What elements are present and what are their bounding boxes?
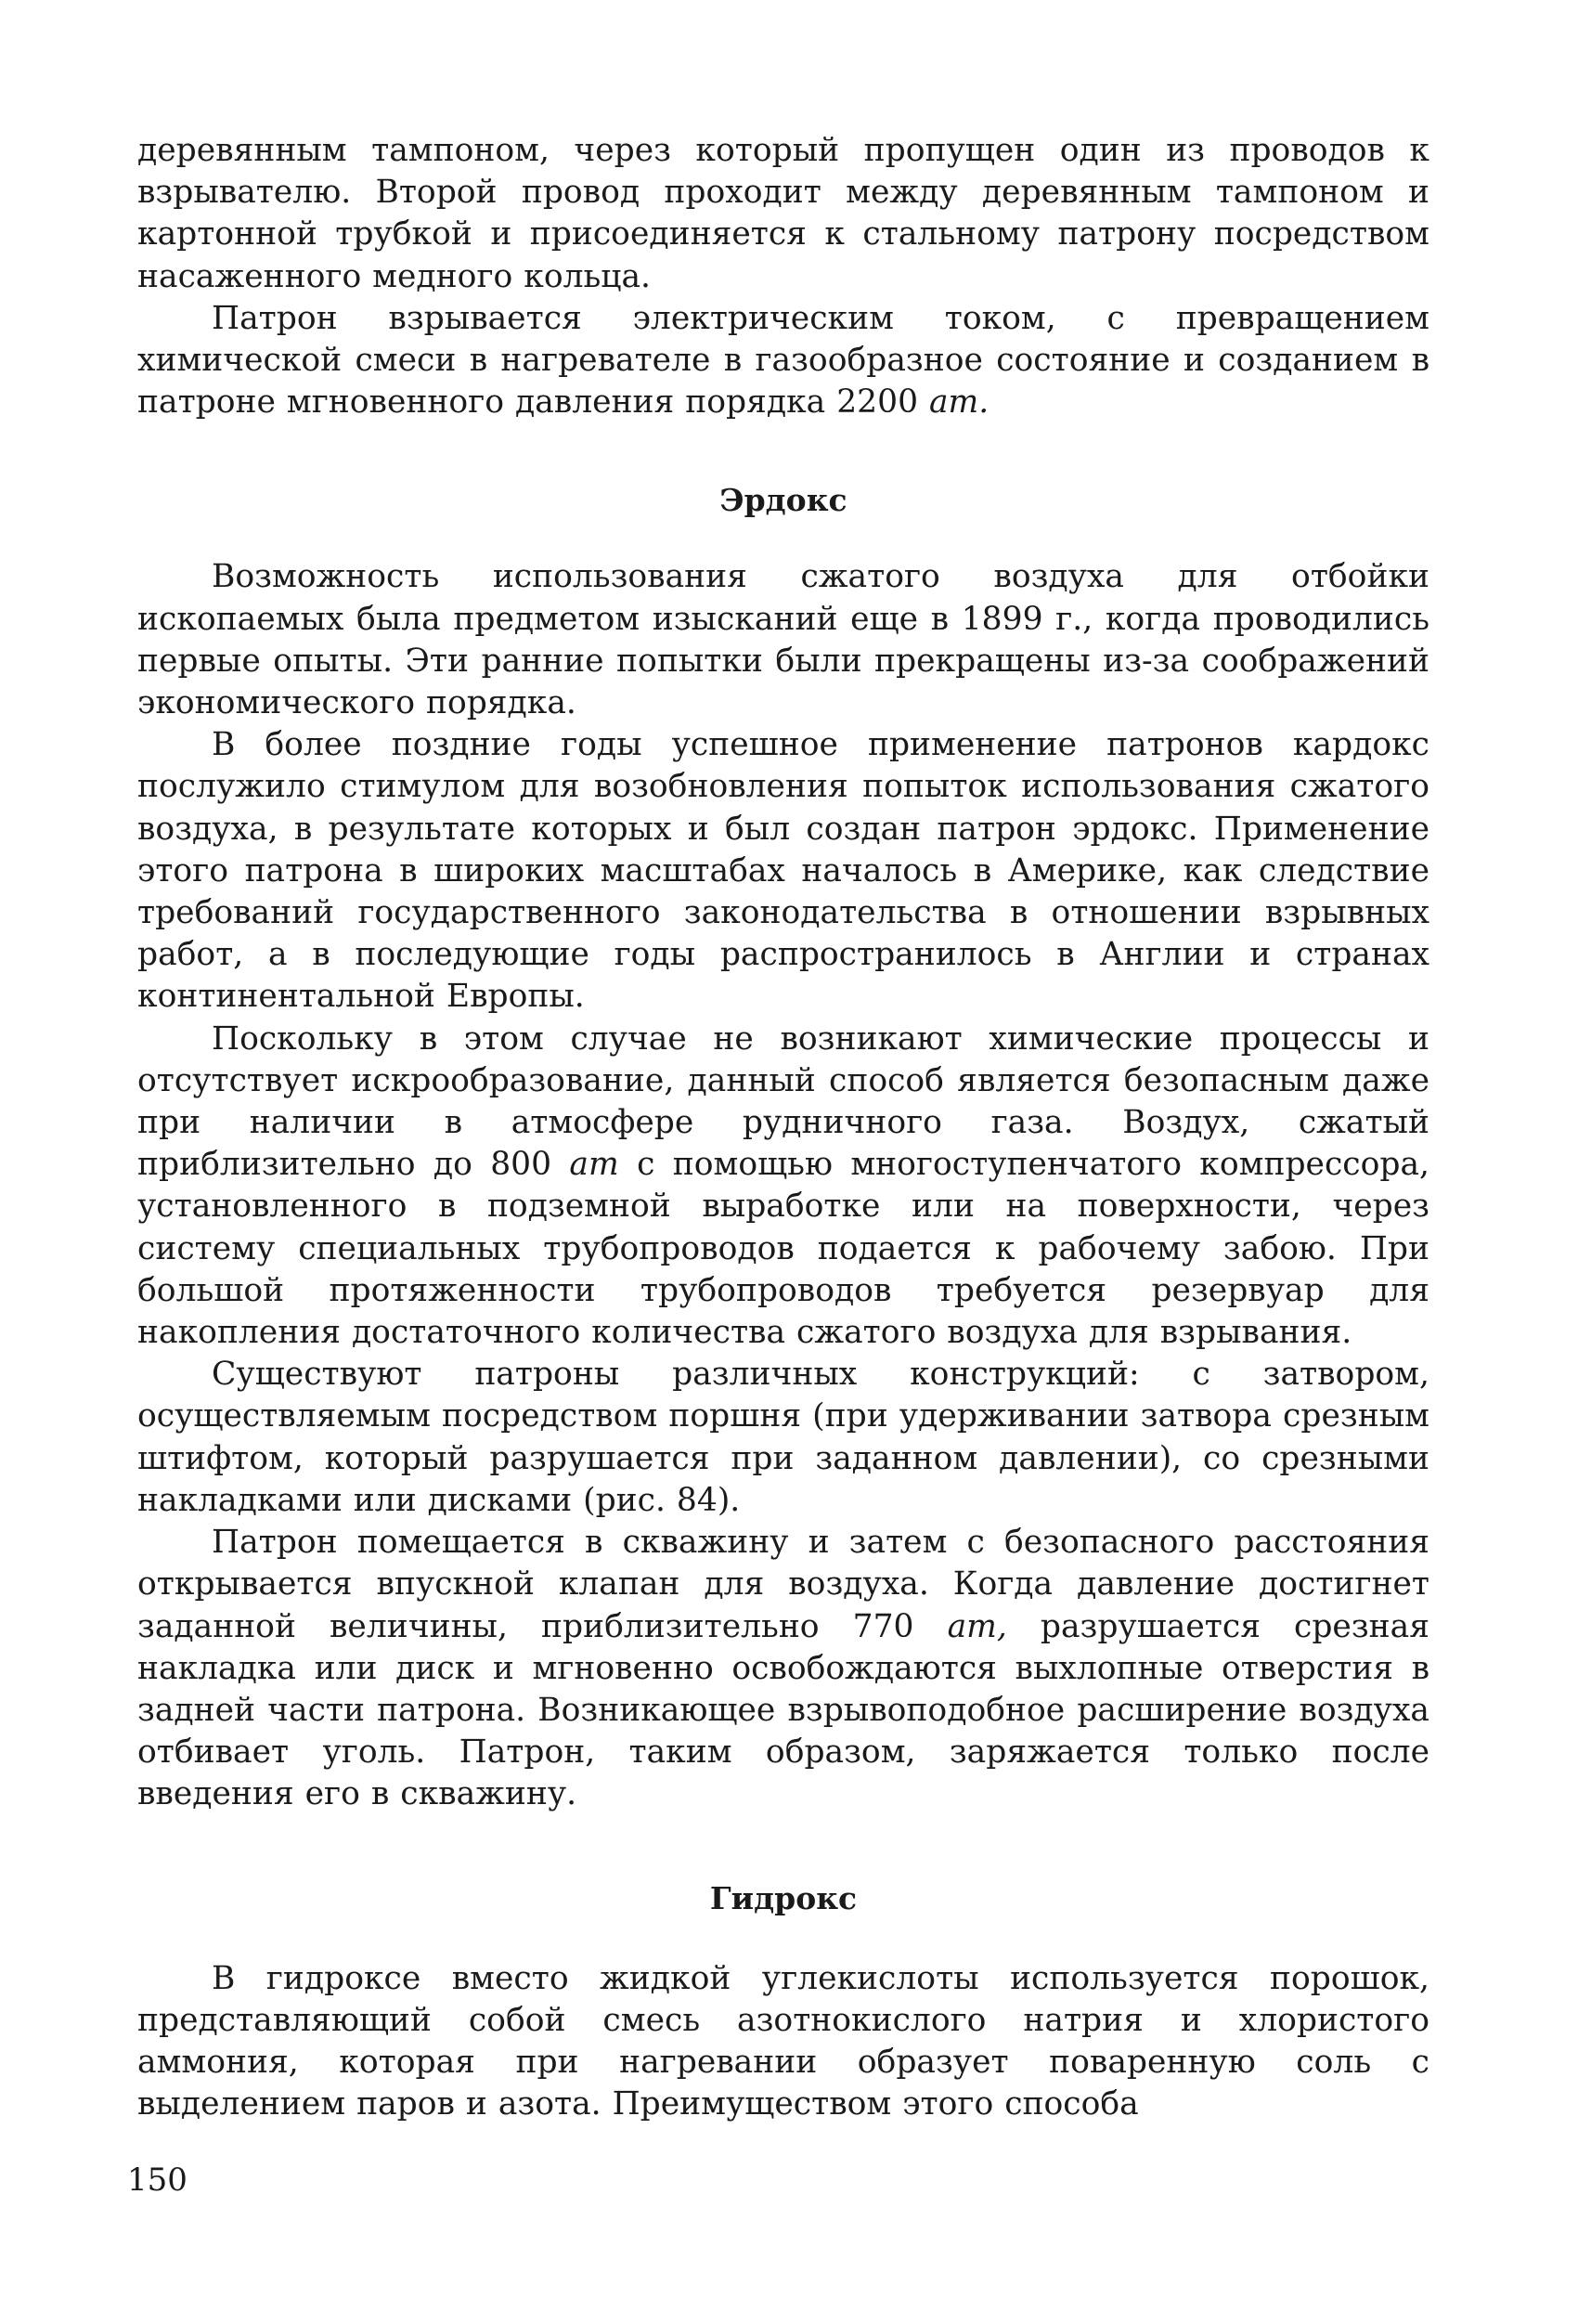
section-heading-erdoks: Эрдокс xyxy=(719,482,847,519)
pressure-unit-2200: ат. xyxy=(928,383,989,422)
erdoks-paragraph-4: Существуют патроны различных конструкций: с затвором, осуществляемым посредством поршня (при удерживании затвора срезным штифтом, который разрушается при заданном давлении), со срезными накладками или дисками (рис. 84). xyxy=(137,1356,1429,1519)
page-number: 150 xyxy=(127,2162,188,2199)
erdoks-paragraph-3-part-a: Поскольку в этом случае не возникают химические процессы и отсутствует искрообразование, данный способ является безопасным даже при наличии в атмосфере рудничного газа. Воздух, сжатый приблизительно до 800 xyxy=(137,1019,1429,1184)
pressure-unit-800: ат xyxy=(569,1146,619,1184)
erdoks-paragraph-3 xyxy=(137,1019,1429,1355)
erdoks-paragraph-5-part-b: разрушается срезная накладка или диск и мгновенно освобождаются выхлопные отверстия в задней части патрона. Возникающее взрывоподобное расширение воздуха отбивает уголь. Патрон, таким образом, заряжается только после введения его в скважину. xyxy=(137,1607,1429,1813)
erdoks-paragraph-3-part-b: с помощью многоступенчатого компрессора, установленного в подземной выработке или на поверхности, через систему специальных трубопроводов подается к рабочему забою. При большой протяженности трубопроводов требуется резервуар для накопления достаточного количества сжатого воздуха для взрывания. xyxy=(137,1146,1429,1352)
intro-paragraph-2 xyxy=(137,298,1429,424)
erdoks-paragraph-5 xyxy=(137,1522,1429,1815)
page-body xyxy=(137,130,1429,2125)
intro-paragraph-1: деревянным тампоном, через который пропущен один из проводов к взрывателю. Второй провод проходит между деревянным тампоном и картонной трубкой и присоединяется к стальному патрону посредством насаженного медного кольца. xyxy=(137,132,1429,295)
pressure-unit-770: ат, xyxy=(947,1607,1007,1645)
erdoks-paragraph-1: Возможность использования сжатого воздуха для отбойки ископаемых была предметом изысканий еще в 1899 г., когда проводились первые опыты. Эти ранние попытки были прекращены из-за соображений экономического порядка. xyxy=(137,558,1429,722)
erdoks-paragraph-5-part-a: Патрон помещается в скважину и затем с безопасного расстояния открывается впускной клапан для воздуха. Когда давление достигнет заданной величины, приблизительно 770 xyxy=(137,1524,1429,1645)
section-heading-gidroks: Гидрокс xyxy=(709,1879,858,1916)
gidroks-paragraph-1: В гидроксе вместо жидкой углекислоты используется порошок, представляющий собой смесь азотнокислого натрия и хлористого аммония, которая при нагревании образует поваренную соль с выделением паров и азота. Преимуществом этого способа xyxy=(137,1959,1429,2123)
intro-paragraph-2-text: Патрон взрывается электрическим током, с превращением химической смеси в нагревателе в газообразное состояние и созданием в патроне мгновенного давления порядка 2200 xyxy=(137,299,1429,422)
erdoks-paragraph-2: В более поздние годы успешное применение патронов кардокс послужило стимулом для возобновления попыток использования сжатого воздуха, в результате которых и был создан патрон эрдокс. Применение этого патрона в широких масштабах началось в Америке, как следствие требований государственного законодательства в отношении взрывных работ, а в последующие годы распространилось в Англии и странах континентальной Европы. xyxy=(137,726,1429,1016)
